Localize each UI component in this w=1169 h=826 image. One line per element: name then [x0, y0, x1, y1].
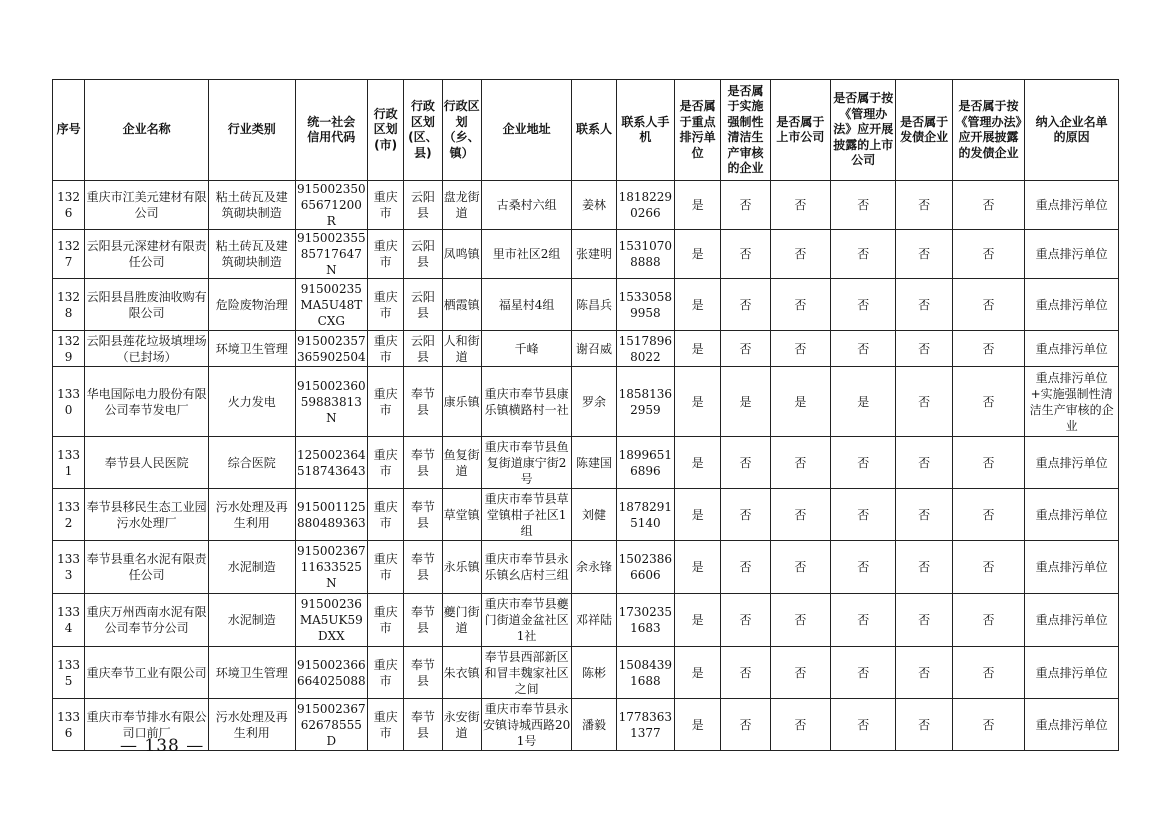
- cell-c6: 否: [952, 331, 1024, 367]
- cell-name: 奉节县重名水泥有限责任公司: [85, 541, 209, 594]
- cell-code: 91500236762678555D: [295, 699, 367, 751]
- header-phone: 联系人手机: [616, 80, 674, 181]
- cell-name: 重庆市江美元建材有限公司: [85, 181, 209, 230]
- cell-code: 915002357365902504: [295, 331, 367, 367]
- header-c1: 是否属于重点排污单位: [675, 80, 721, 181]
- cell-c2: 否: [721, 541, 770, 594]
- cell-phone: 17783631377: [616, 699, 674, 751]
- cell-c2: 否: [721, 279, 770, 331]
- cell-c1: 是: [675, 594, 721, 647]
- cell-code: 91500236MA5UK59DXX: [295, 594, 367, 647]
- cell-c5: 否: [896, 541, 952, 594]
- cell-county: 奉节县: [404, 437, 442, 489]
- cell-city: 重庆市: [368, 437, 404, 489]
- cell-contact: 陈昌兵: [572, 279, 616, 331]
- cell-phone: 15330589958: [616, 279, 674, 331]
- cell-c3: 是: [770, 367, 830, 437]
- cell-phone: 18782915140: [616, 489, 674, 541]
- cell-c2: 否: [721, 230, 770, 279]
- cell-address: 重庆市奉节县夔门街道金盆社区 1社: [481, 594, 572, 647]
- header-c5: 是否属于发债企业: [896, 80, 952, 181]
- cell-c3: 否: [770, 279, 830, 331]
- header-city: 行政区划(市): [368, 80, 404, 181]
- cell-contact: 邓祥陆: [572, 594, 616, 647]
- cell-county: 云阳县: [404, 279, 442, 331]
- cell-c1: 是: [675, 437, 721, 489]
- table-row: [53, 647, 1119, 699]
- cell-c2: 否: [721, 489, 770, 541]
- cell-county: 奉节县: [404, 699, 442, 751]
- cell-county: 奉节县: [404, 489, 442, 541]
- cell-reason: 重点排污单位: [1025, 437, 1119, 489]
- cell-reason: 重点排污单位: [1025, 489, 1119, 541]
- cell-c5: 否: [896, 489, 952, 541]
- cell-c4: 否: [831, 594, 896, 647]
- cell-county: 奉节县: [404, 541, 442, 594]
- cell-c2: 否: [721, 181, 770, 230]
- cell-c6: 否: [952, 181, 1024, 230]
- cell-c5: 否: [896, 699, 952, 751]
- cell-contact: 姜林: [572, 181, 616, 230]
- header-c6: 是否属于按《管理办法》应开展披露的发债企业: [952, 80, 1024, 181]
- cell-phone: 17302351683: [616, 594, 674, 647]
- table-row: [53, 279, 1119, 331]
- cell-reason: 重点排污单位: [1025, 331, 1119, 367]
- cell-reason: 重点排污单位: [1025, 181, 1119, 230]
- cell-reason: 重点排污单位: [1025, 279, 1119, 331]
- cell-c5: 否: [896, 437, 952, 489]
- header-name: 企业名称: [85, 80, 209, 181]
- cell-town: 朱衣镇: [442, 647, 481, 699]
- cell-c1: 是: [675, 647, 721, 699]
- table-row: [53, 541, 1119, 594]
- cell-c6: 否: [952, 437, 1024, 489]
- cell-address: 重庆市奉节县鱼复街道康宁街2号: [481, 437, 572, 489]
- cell-c2: 否: [721, 331, 770, 367]
- cell-reason: 重点排污单位: [1025, 230, 1119, 279]
- table-row: [53, 594, 1119, 647]
- cell-address: 奉节县西部新区和冒丰魏家社区之间: [481, 647, 572, 699]
- cell-c5: 否: [896, 230, 952, 279]
- cell-c1: 是: [675, 541, 721, 594]
- cell-city: 重庆市: [368, 541, 404, 594]
- cell-city: 重庆市: [368, 367, 404, 437]
- table-row: [53, 367, 1119, 437]
- cell-c6: 否: [952, 367, 1024, 437]
- cell-industry: 环境卫生管理: [209, 331, 296, 367]
- cell-c4: 否: [831, 437, 896, 489]
- cell-name: 云阳县元深建材有限责任公司: [85, 230, 209, 279]
- cell-c1: 是: [675, 699, 721, 751]
- cell-seq: 1336: [53, 699, 85, 751]
- cell-phone: 15310708888: [616, 230, 674, 279]
- cell-industry: 污水处理及再生利用: [209, 489, 296, 541]
- cell-address: 福星村4组: [481, 279, 572, 331]
- cell-reason: 重点排污单位: [1025, 699, 1119, 751]
- cell-town: 夔门街道: [442, 594, 481, 647]
- cell-industry: 火力发电: [209, 367, 296, 437]
- cell-town: 盘龙街道: [442, 181, 481, 230]
- cell-c4: 否: [831, 181, 896, 230]
- cell-c3: 否: [770, 437, 830, 489]
- cell-c6: 否: [952, 489, 1024, 541]
- cell-address: 重庆市奉节县草堂镇柑子社区1组: [481, 489, 572, 541]
- cell-c1: 是: [675, 230, 721, 279]
- cell-c5: 否: [896, 181, 952, 230]
- cell-name: 云阳县昌胜废油收购有限公司: [85, 279, 209, 331]
- cell-seq: 1333: [53, 541, 85, 594]
- cell-c6: 否: [952, 541, 1024, 594]
- table-row: [53, 489, 1119, 541]
- cell-industry: 粘土砖瓦及建筑砌块制造: [209, 181, 296, 230]
- cell-address: 古桑村六组: [481, 181, 572, 230]
- cell-seq: 1335: [53, 647, 85, 699]
- cell-address: 里市社区2组: [481, 230, 572, 279]
- cell-code: 125002364518743643: [295, 437, 367, 489]
- cell-seq: 1330: [53, 367, 85, 437]
- cell-seq: 1327: [53, 230, 85, 279]
- cell-contact: 刘健: [572, 489, 616, 541]
- table-row: [53, 699, 1119, 751]
- cell-name: 华电国际电力股份有限公司奉节发电厂: [85, 367, 209, 437]
- cell-seq: 1334: [53, 594, 85, 647]
- enterprise-table: [52, 79, 1119, 751]
- header-c4: 是否属于按《管理办法》应开展披露的上市公司: [831, 80, 896, 181]
- table-row: [53, 437, 1119, 489]
- cell-seq: 1331: [53, 437, 85, 489]
- cell-industry: 环境卫生管理: [209, 647, 296, 699]
- cell-c6: 否: [952, 230, 1024, 279]
- cell-code: 91500235MA5U48TCXG: [295, 279, 367, 331]
- cell-address: 重庆市奉节县永乐镇幺店村三组: [481, 541, 572, 594]
- cell-code: 91500235585717647N: [296, 231, 366, 277]
- cell-county: 奉节县: [404, 594, 442, 647]
- cell-name: 奉节县移民生态工业园污水处理厂: [85, 489, 209, 541]
- cell-name: 重庆奉节工业有限公司: [85, 647, 209, 699]
- table-body: [53, 181, 1119, 751]
- cell-c2: 否: [721, 437, 770, 489]
- cell-phone: 15023866606: [616, 541, 674, 594]
- cell-county: 奉节县: [404, 647, 442, 699]
- header-reason: 纳入企业名单的原因: [1025, 80, 1119, 181]
- cell-town: 永安街道: [442, 699, 481, 751]
- cell-reason: 重点排污单位: [1025, 541, 1119, 594]
- cell-seq: 1328: [53, 279, 85, 331]
- cell-c1: 是: [675, 181, 721, 230]
- cell-c4: 否: [831, 541, 896, 594]
- cell-code: 91500235065671200R: [296, 182, 366, 228]
- cell-city: 重庆市: [368, 331, 404, 367]
- header-address: 企业地址: [481, 80, 572, 181]
- cell-county: 云阳县: [404, 181, 442, 230]
- cell-contact: 陈建国: [572, 437, 616, 489]
- cell-contact: 张建明: [572, 230, 616, 279]
- cell-code: 915001125880489363: [295, 489, 367, 541]
- header-contact: 联系人: [572, 80, 616, 181]
- cell-c5: 否: [896, 279, 952, 331]
- cell-industry: 水泥制造: [209, 541, 296, 594]
- cell-phone: 18996516896: [616, 437, 674, 489]
- cell-address: 重庆市奉节县康乐镇横路村一社: [481, 367, 572, 437]
- cell-seq: 1329: [53, 331, 85, 367]
- cell-city: 重庆市: [368, 489, 404, 541]
- cell-c5: 否: [896, 647, 952, 699]
- cell-town: 凤鸣镇: [442, 230, 481, 279]
- cell-c4: 否: [831, 230, 896, 279]
- cell-code: 91500236059883813N: [295, 367, 367, 437]
- cell-industry: 污水处理及再生利用: [209, 699, 296, 751]
- cell-industry: 水泥制造: [209, 594, 296, 647]
- cell-name: 重庆万州西南水泥有限公司奉节分公司: [85, 594, 209, 647]
- cell-city: 重庆市: [368, 279, 404, 331]
- cell-c5: 否: [896, 594, 952, 647]
- cell-code: 91500236711633525N: [295, 541, 367, 594]
- header-c3: 是否属于上市公司: [770, 80, 830, 181]
- cell-c5: 否: [896, 331, 952, 367]
- header-industry: 行业类别: [209, 80, 296, 181]
- cell-c4: 否: [831, 489, 896, 541]
- cell-industry: 综合医院: [209, 437, 296, 489]
- cell-address: 千峰: [481, 331, 572, 367]
- cell-c3: 否: [770, 489, 830, 541]
- cell-c6: 否: [952, 594, 1024, 647]
- cell-town: 栖霞镇: [442, 279, 481, 331]
- cell-c4: 否: [831, 699, 896, 751]
- cell-c3: 否: [770, 541, 830, 594]
- cell-name: 奉节县人民医院: [85, 437, 209, 489]
- cell-c1: 是: [675, 279, 721, 331]
- cell-phone: 15178968022: [616, 331, 674, 367]
- cell-c6: 否: [952, 279, 1024, 331]
- cell-contact: 罗余: [572, 367, 616, 437]
- cell-c1: 是: [675, 367, 721, 437]
- cell-c4: 是: [831, 367, 896, 437]
- cell-reason: 重点排污单位: [1025, 594, 1119, 647]
- cell-town: 康乐镇: [442, 367, 481, 437]
- cell-city: 重庆市: [368, 699, 404, 751]
- cell-c3: 否: [770, 647, 830, 699]
- header-town: 行政区划（乡、镇）: [442, 80, 481, 181]
- table-row: [53, 181, 1119, 230]
- cell-c1: 是: [675, 331, 721, 367]
- cell-c3: 否: [770, 181, 830, 230]
- cell-name: 重庆市奉节排水有限公司口前厂: [85, 699, 209, 751]
- cell-seq: 1332: [53, 489, 85, 541]
- page-number: — 138 —: [120, 736, 205, 756]
- cell-c4: 否: [831, 331, 896, 367]
- cell-phone: 15084391688: [616, 647, 674, 699]
- cell-c5: 否: [896, 367, 952, 437]
- cell-address: 重庆市奉节县永安镇诗城西路201号: [481, 699, 572, 751]
- cell-town: 永乐镇: [442, 541, 481, 594]
- cell-c2: 否: [721, 647, 770, 699]
- header-seq: 序号: [53, 80, 85, 181]
- header-county: 行政区划(区、县): [404, 80, 442, 181]
- cell-contact: 谢召威: [572, 331, 616, 367]
- cell-county: 奉节县: [404, 367, 442, 437]
- cell-phone: 18581362959: [616, 367, 674, 437]
- cell-phone: 18182290266: [616, 181, 674, 230]
- cell-contact: 余永锋: [572, 541, 616, 594]
- cell-c3: 否: [770, 699, 830, 751]
- cell-c3: 否: [770, 331, 830, 367]
- cell-seq: 1326: [53, 181, 85, 230]
- cell-city: 重庆市: [368, 230, 404, 279]
- header-c2: 是否属于实施强制性清洁生产审核的企业: [721, 80, 770, 181]
- cell-c3: 否: [770, 230, 830, 279]
- cell-code: 915002366664025088: [295, 647, 367, 699]
- cell-c2: 否: [721, 699, 770, 751]
- cell-reason: 重点排污单位+实施强制性清洁生产审核的企业: [1025, 367, 1119, 437]
- table-row: [53, 331, 1119, 367]
- cell-contact: 陈彬: [572, 647, 616, 699]
- cell-c4: 否: [831, 279, 896, 331]
- cell-industry: 危险废物治理: [209, 279, 296, 331]
- cell-city: 重庆市: [368, 594, 404, 647]
- cell-c4: 否: [831, 647, 896, 699]
- table-row: [53, 230, 1119, 279]
- cell-c6: 否: [952, 647, 1024, 699]
- cell-c2: 是: [721, 367, 770, 437]
- cell-town: 草堂镇: [442, 489, 481, 541]
- cell-c6: 否: [952, 699, 1024, 751]
- cell-town: 鱼复街道: [442, 437, 481, 489]
- cell-city: 重庆市: [368, 181, 404, 230]
- cell-county: 云阳县: [404, 230, 442, 279]
- cell-name: 云阳县莲花垃圾填埋场（已封场）: [85, 331, 209, 367]
- header-row: [53, 80, 1119, 181]
- cell-contact: 潘毅: [572, 699, 616, 751]
- cell-c3: 否: [770, 594, 830, 647]
- cell-c2: 否: [721, 594, 770, 647]
- cell-reason: 重点排污单位: [1025, 647, 1119, 699]
- cell-industry: 粘土砖瓦及建筑砌块制造: [209, 230, 296, 279]
- cell-c1: 是: [675, 489, 721, 541]
- cell-city: 重庆市: [368, 647, 404, 699]
- cell-town: 人和街道: [442, 331, 481, 367]
- cell-county: 云阳县: [404, 331, 442, 367]
- header-code: 统一社会信用代码: [295, 80, 367, 181]
